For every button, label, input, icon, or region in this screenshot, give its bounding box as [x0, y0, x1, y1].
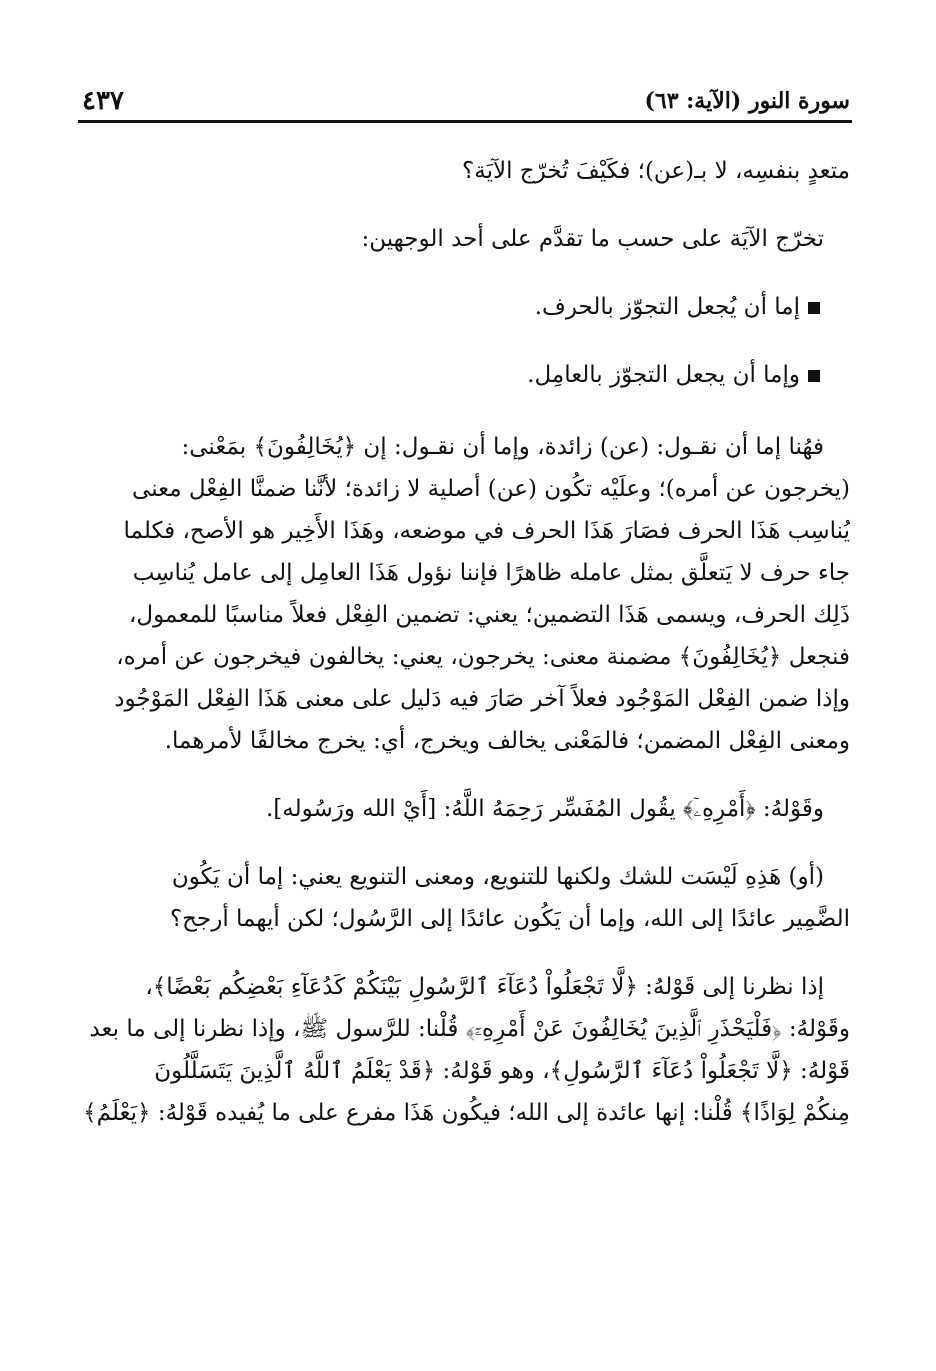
text-line: تخرّج الآيَة على حسب ما تقدَّم على أحد الوجهين:	[361, 226, 824, 252]
page-body	[80, 150, 850, 1134]
text-line: متعدٍ بنفسِه، لا بـ(عن)؛ فكَيْفَ تُخرّج الآيَة؟	[462, 158, 850, 184]
square-bullet-icon	[808, 370, 820, 382]
text-line: جاء حرف لا يَتعلَّق بمثل عامله ظاهرًا فإننا نؤول هَذَا العامِل إلى عامل يُناسِب	[132, 560, 850, 586]
bullet-text: إما أن يُجعل التجوّز بالحرف.	[534, 294, 800, 320]
paragraph	[80, 856, 850, 940]
header-rule	[78, 120, 852, 123]
text-line: فهُنا إما أن نقـول: (عن) زائدة، وإما أن نقـول: إن ﴿يُخَالِفُونَ﴾ بمَعْنى:	[181, 434, 824, 460]
text-line: فنجعل ﴿يُخَالِفُونَ﴾ مضمنة معنى: يخرجون، يعني: يخالفون فيخرجون عن أمره،	[116, 644, 850, 670]
running-title: سورة النور (الآية: ٦٣)	[644, 88, 850, 114]
text-line: مِنكُمْ لِوَاذًا﴾ قُلْنا: إنها عائدة إلى الله؛ فيكُون هَذَا مفرع على ما يُفيده قَوْلهُ: ﴿يَعْلَمُ﴾	[83, 1100, 850, 1126]
text-line: قَوْلهُ: ﴿لَّا تَجْعَلُواْ دُعَآءَ ٱلرَّسُولِ﴾، وهو قَوْلهُ: ﴿قَدْ يَعْلَمُ ٱللَّهُ ٱلَّذِينَ يَتَسَلَّلُونَ	[154, 1058, 850, 1084]
paragraph	[80, 426, 850, 762]
text-line: وقَوْلهُ: ﴿فَلْيَحْذَرِ ٱلَّذِينَ يُخَالِفُونَ عَنْ أَمْرِهِۦٓ﴾ قُلْنا: للرَّسول ﷺ، وإذا نظرنا إلى ما بعد	[89, 1016, 850, 1042]
bullet-item	[80, 286, 850, 328]
bullet-item	[80, 354, 850, 396]
square-bullet-icon	[808, 302, 820, 314]
paragraph	[80, 966, 850, 1134]
text-line: ومعنى الفِعْل المضمن؛ فالمَعْنى يخالف ويخرج، أي: يخرج مخالفًا لأمرهما.	[164, 728, 850, 754]
text-line: الضَّمِير عائدًا إلى الله، وإما أن يَكُون عائدًا إلى الرَّسُول؛ لكن أيهما أرجح؟	[169, 906, 850, 932]
page-header	[78, 84, 852, 124]
text-line: وإذا ضمن الفِعْل المَوْجُود فعلاً آخر صَارَ فيه دَليل على معنى هَذَا الفِعْل المَوْجُود	[114, 686, 850, 712]
text-line: يُناسِب هَذَا الحرف فصَارَ هَذَا الحرف في موضعه، وهَذَا الأَخِير هو الأصح، فكلما	[123, 518, 850, 544]
text-line: (يخرجون عن أمره)؛ وعلَيْه تكُون (عن) أصلية لا زائدة؛ لأنَّنا ضمنَّا الفِعْل معنى	[132, 476, 850, 502]
page-number: ٤٣٧	[82, 86, 124, 116]
text-line: (أو) هَذِهِ لَيْسَت للشك ولكنها للتنويع، ومعنى التنويع يعني: إما أن يَكُون	[171, 864, 824, 890]
text-line: إذا نظرنا إلى قَوْلهُ: ﴿لَّا تَجْعَلُواْ دُعَآءَ ٱلرَّسُولِ بَيْنَكُمْ كَدُعَآءِ بَعْضِكُم بَعْضًا﴾،	[145, 974, 824, 1000]
bullet-text: وإما أن يجعل التجوّز بالعامِل.	[527, 362, 800, 388]
text-line: ذَلِك الحرف، ويسمى هَذَا التضمين؛ يعني: تضمين الفِعْل فعلاً مناسبًا للمعمول،	[129, 602, 850, 628]
text-line: وقَوْلهُ: ﴿أَمْرِهِۦٓ﴾ يقُول المُفَسِّر رَحِمَهُ اللَّهُ: [أَيْ الله ورَسُوله].	[265, 796, 824, 822]
